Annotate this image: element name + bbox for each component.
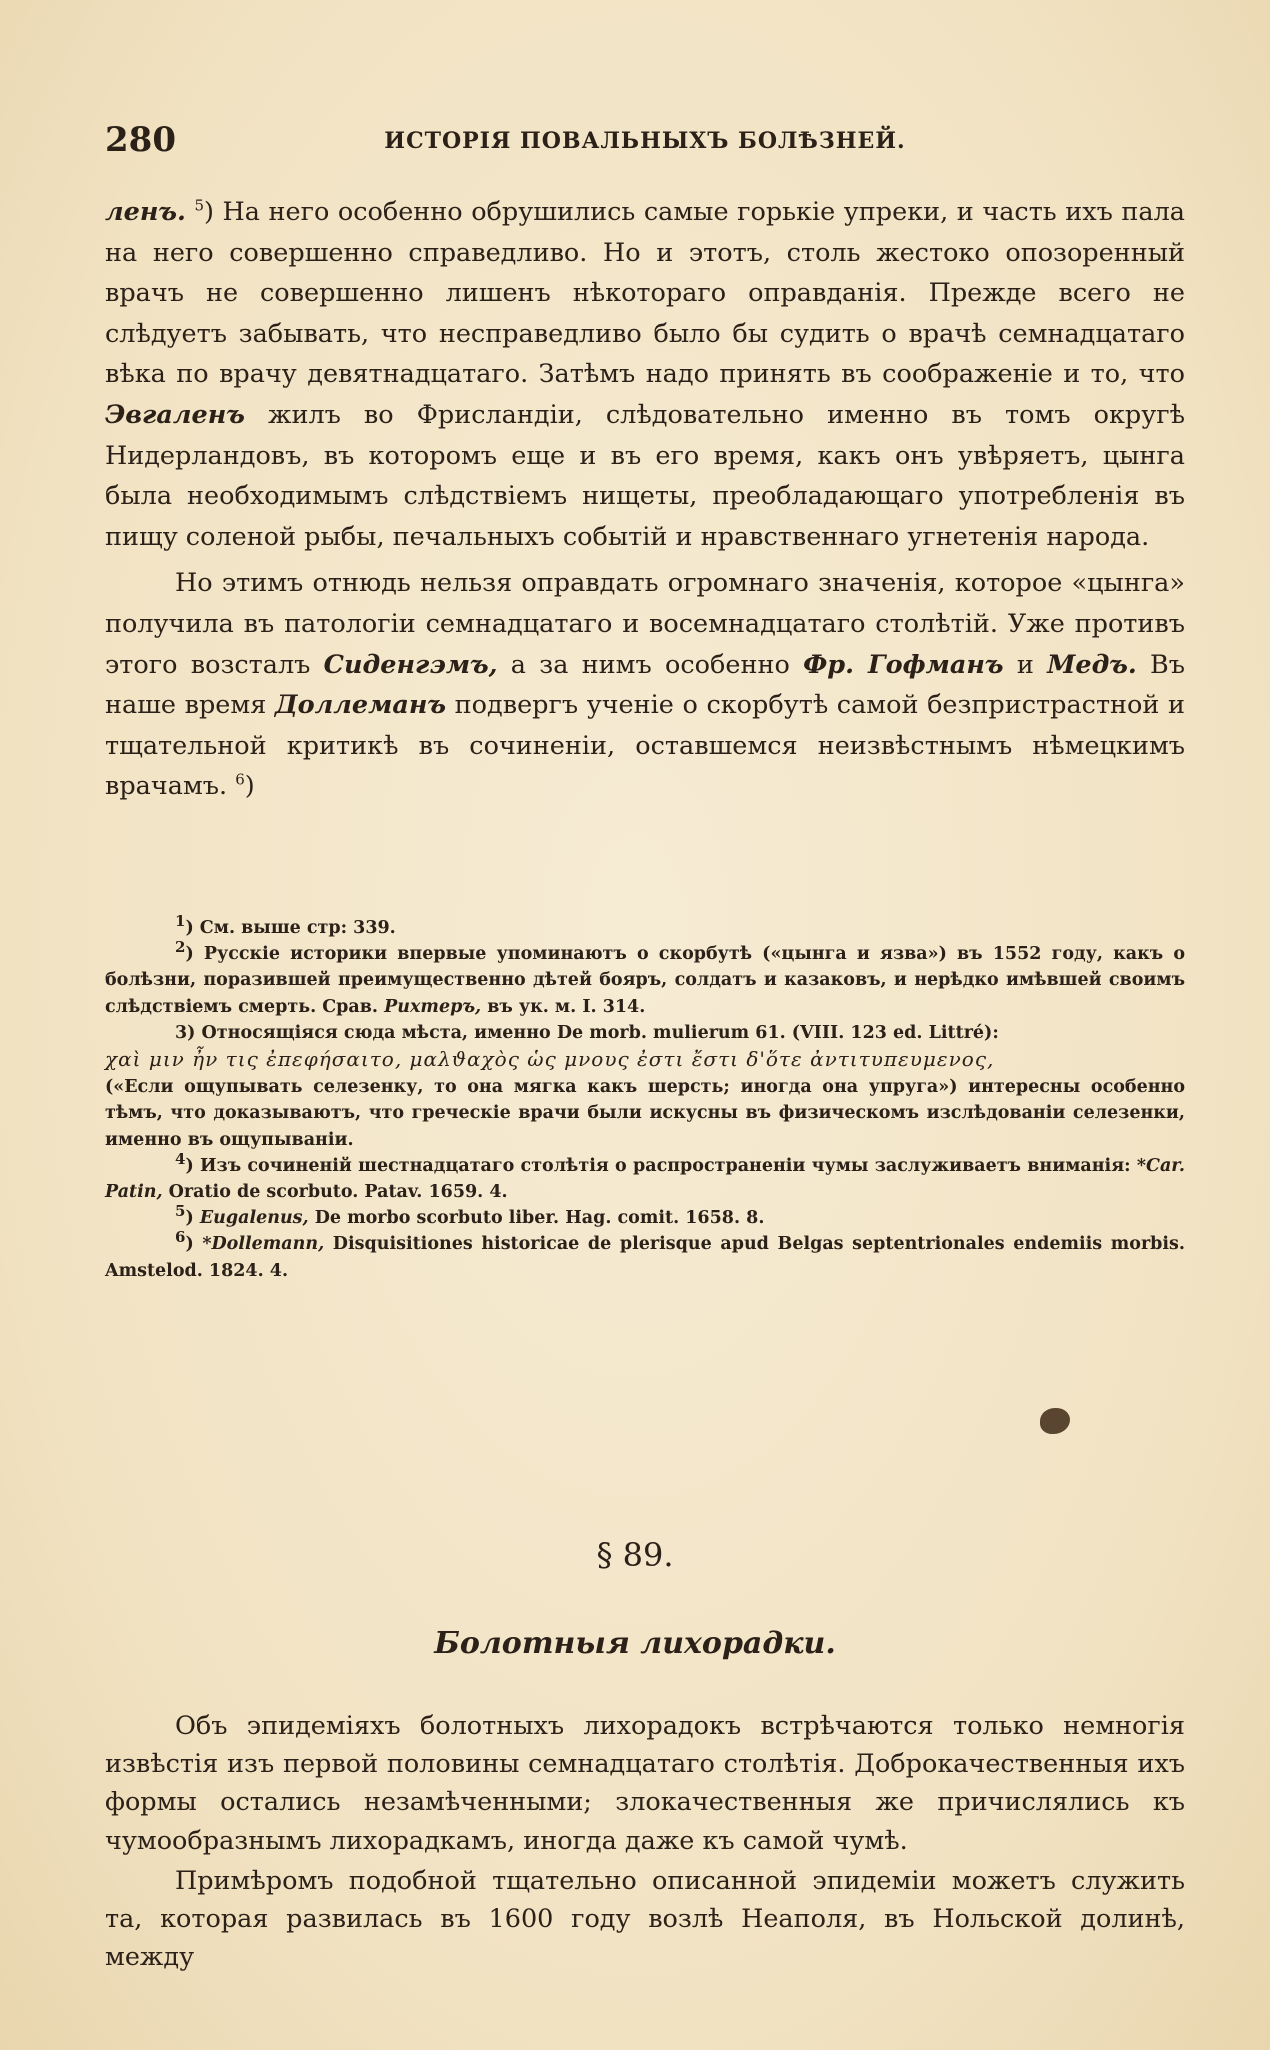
- footnotes: [105, 912, 1186, 1284]
- paragraph-text: Въ наше время: [105, 649, 1185, 721]
- author-name: ленъ.: [105, 197, 186, 227]
- paragraph-2: Но этимъ отнюдь нельзя оправдать огромнаго значенія, которое «цынга» получила въ патологіи семнадцатаго и восемнадцатаго столѣтій. Уже противъ этого возсталъ Сиденгэмъ, а за нимъ особенно Фр. Гофманъ и Медъ. Въ наше время Доллеманъ подвергъ ученіе о скорбутѣ самой безпристрастной и тщательной критикѣ въ сочиненіи, оставшемся неизвѣстнымъ нѣмецкимъ врачамъ. $^6$): [105, 568, 1186, 802]
- ink-blot: [1040, 1408, 1070, 1434]
- paragraph-text: Но этимъ отнюдь нельзя оправдать огромнаго значенія, которое «цынга» получила въ патологіи семнадцатаго и восемнадцатаго столѣтій. Уже противъ этого возсталъ: [105, 568, 1185, 680]
- paragraph-text: а за нимъ особенно: [497, 649, 804, 680]
- greek-quote: χαὶ μιν ἦν τις ἐπεφήσαιτο, μαλϑαχὸς ὡς μνους ἐστι ἔστι δ'ὅτε ἀντιτυπευμενος,: [105, 1047, 995, 1072]
- paragraph-text: ) На него особенно обрушились самые горькіе упреки, и часть ихъ пала на него совершенно справедливо. Но и этотъ, столь жестоко опозоренный врачъ не совершенно лишенъ нѣкотораго оправданія. Прежде всего не слѣдуетъ забывать, что несправедливо было бы судить о врачѣ семнадцатаго вѣка по врачу девятнадцатаго. Затѣмъ надо принять въ соображеніе и то, что: [105, 197, 1185, 390]
- footnote-6: $^6$) *Dollemann, Disquisitiones historicae de plerisque apud Belgas septentrionales endemiis morbis. Amstelod. 1824. 4.: [105, 1228, 1186, 1281]
- author-name: Доллеманъ: [274, 690, 447, 721]
- author-name: Эвгаленъ: [105, 399, 245, 430]
- footnote-2: $^2$) Русскіе историки впервые упоминаютъ о скорбутѣ («цынга и язва») въ 1552 году, какъ о болѣзни, поразившей преимущественно дѣтей бояръ, солдатъ и казаковъ, и нерѣдко имѣвшей своимъ слѣдствіемъ смерть. Срав. Рихтеръ, въ ук. м. I. 314.: [105, 938, 1185, 1017]
- paragraph-text: и: [1003, 649, 1048, 680]
- section-paragraph-2: Примѣромъ подобной тщательно описанной эпидеміи можетъ служить та, которая развилась въ 1600 году возлѣ Неаполя, въ Нольской долинѣ, между: [105, 1865, 1185, 1973]
- paragraph-1: [105, 192, 1185, 557]
- footnote-ref: 6: [235, 770, 245, 789]
- footnote-3: 3) Относящіяся сюда мѣста, именно De morb. mulierum 61. (VIII. 123 ed. Littré): χαὶ μιν ἦν τις ἐπεφήσαιτο, μαλϑαχὸς ὡς μνους ἐστι ἔστι δ'ὅτε ἀντιτυπευμενος, («Если ощупывать селезенку, то она мягка какъ шерсть; иногда она упруга») интересны особенно тѣмъ, что доказываютъ, что греческіе врачи были искусны въ физическомъ изслѣдованіи селезенки, именно въ ощупываніи.: [105, 1022, 1185, 1150]
- footnote-4: $^4$) Изъ сочиненій шестнадцатаго столѣтія о распространеніи чумы заслуживаетъ вниманія: *Car. Patin, Oratio de scorbuto. Patav. 1659. 4.: [105, 1150, 1185, 1203]
- section-number: § 89.: [596, 1536, 674, 1574]
- page-header: [105, 120, 1185, 160]
- footnote-5: $^5$) Eugalenus, De morbo scorbuto liber. Hag. comit. 1658. 8.: [175, 1202, 765, 1229]
- author-name: Сиденгэмъ,: [323, 649, 498, 680]
- main-text: [105, 192, 1185, 807]
- paragraph-text: жилъ во Фрисландіи, слѣдовательно именно въ томъ округѣ Нидерландовъ, въ которомъ еще и въ его время, какъ онъ увѣряетъ, цынга была необходимымъ слѣдствіемъ нищеты, преобладающаго употребленія въ пищу соленой рыбы, печальныхъ событій и нравственнаго угнетенія народа.: [105, 399, 1185, 552]
- author-name: Медъ.: [1047, 649, 1137, 680]
- section-title: Болотныя лихорадки.: [434, 1626, 836, 1661]
- footnote-ref: 5: [194, 196, 205, 215]
- paragraph-text: подвергъ ученіе о скорбутѣ самой безпристрастной и тщательной критикѣ въ сочиненіи, оставшемся неизвѣстнымъ нѣмецкимъ врачамъ.: [105, 690, 1186, 802]
- page-number: 280: [105, 120, 176, 160]
- footnote-1: $^1$) См. выше стр: 339.: [175, 912, 396, 938]
- section-text: [105, 1707, 1185, 1976]
- running-head: ИСТОРІЯ ПОВАЛЬНЫХЪ БОЛѢЗНЕЙ.: [384, 128, 906, 154]
- author-name: Фр. Гофманъ: [803, 649, 1004, 680]
- section-paragraph-1: Объ эпидеміяхъ болотныхъ лихорадокъ встрѣчаются только немногія извѣстія изъ первой половины семнадцатаго столѣтія. Доброкачественныя ихъ формы остались незамѣченными; злокачественныя же причислялись къ чумообразнымъ лихорадкамъ, иногда даже къ самой чумѣ.: [105, 1711, 1185, 1856]
